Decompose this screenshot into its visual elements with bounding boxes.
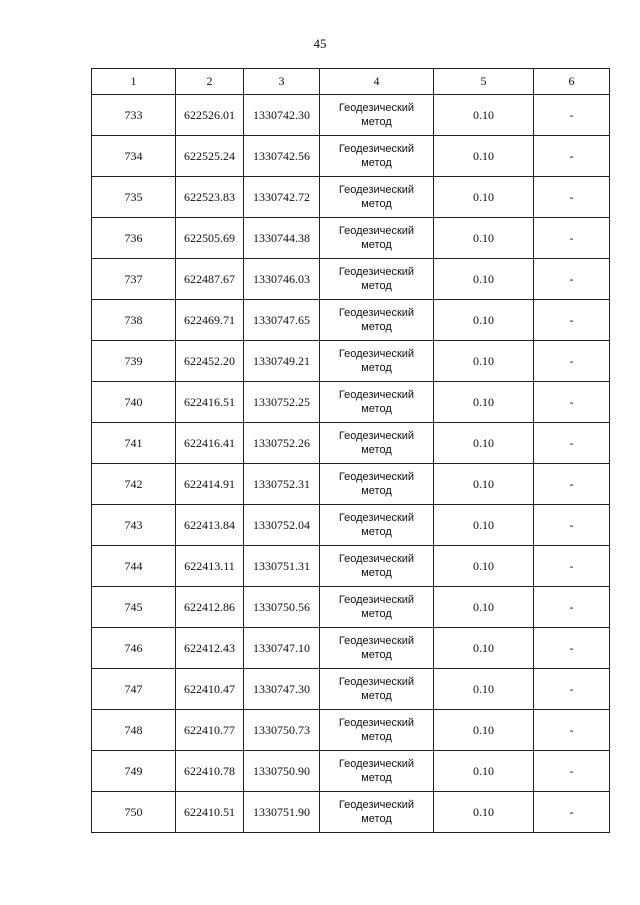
method-text-line: метод [361, 198, 392, 210]
table-row [92, 546, 610, 587]
table-row [92, 95, 610, 136]
coordinates-table [91, 68, 610, 833]
x-coordinate-cell: 622487.67 [176, 259, 244, 300]
table-row [92, 382, 610, 423]
y-coordinate-cell: 1330747.10 [244, 628, 320, 669]
x-coordinate-cell: 622416.41 [176, 423, 244, 464]
method-cell [320, 423, 434, 464]
method-text-line: Геодезический [338, 225, 415, 237]
method-text-line: метод [361, 239, 392, 251]
column-header-1: 1 [92, 69, 176, 95]
x-coordinate-cell: 622410.51 [176, 792, 244, 833]
y-coordinate-cell: 1330750.56 [244, 587, 320, 628]
method-text-line: метод [361, 526, 392, 538]
table-row [92, 136, 610, 177]
x-coordinate-cell: 622523.83 [176, 177, 244, 218]
method-text-line: метод [361, 444, 392, 456]
note-cell: - [534, 710, 610, 751]
point-number-cell: 741 [92, 423, 176, 464]
method-cell [320, 710, 434, 751]
method-text-line: Геодезический [338, 512, 415, 524]
x-coordinate-cell: 622414.91 [176, 464, 244, 505]
y-coordinate-cell: 1330750.73 [244, 710, 320, 751]
note-cell: - [534, 300, 610, 341]
method-text-line: метод [361, 731, 392, 743]
point-number-cell: 738 [92, 300, 176, 341]
accuracy-cell: 0.10 [434, 464, 534, 505]
note-cell: - [534, 546, 610, 587]
accuracy-cell: 0.10 [434, 792, 534, 833]
accuracy-cell: 0.10 [434, 95, 534, 136]
accuracy-cell: 0.10 [434, 300, 534, 341]
point-number-cell: 747 [92, 669, 176, 710]
y-coordinate-cell: 1330752.26 [244, 423, 320, 464]
y-coordinate-cell: 1330752.25 [244, 382, 320, 423]
accuracy-cell: 0.10 [434, 341, 534, 382]
method-cell [320, 587, 434, 628]
table-body [92, 95, 610, 833]
accuracy-cell: 0.10 [434, 423, 534, 464]
note-cell: - [534, 341, 610, 382]
y-coordinate-cell: 1330742.72 [244, 177, 320, 218]
x-coordinate-cell: 622452.20 [176, 341, 244, 382]
method-text-line: Геодезический [338, 635, 415, 647]
method-cell [320, 341, 434, 382]
method-text-line: метод [361, 157, 392, 169]
table-row [92, 341, 610, 382]
note-cell: - [534, 382, 610, 423]
method-cell [320, 382, 434, 423]
x-coordinate-cell: 622413.84 [176, 505, 244, 546]
table-row [92, 300, 610, 341]
note-cell: - [534, 464, 610, 505]
method-text-line: метод [361, 403, 392, 415]
method-text-line: Геодезический [338, 758, 415, 770]
note-cell: - [534, 95, 610, 136]
table-row [92, 505, 610, 546]
method-text-line: метод [361, 116, 392, 128]
x-coordinate-cell: 622526.01 [176, 95, 244, 136]
y-coordinate-cell: 1330744.38 [244, 218, 320, 259]
method-text-line: метод [361, 567, 392, 579]
column-header-6: 6 [534, 69, 610, 95]
accuracy-cell: 0.10 [434, 628, 534, 669]
method-cell [320, 136, 434, 177]
note-cell: - [534, 751, 610, 792]
method-text-line: Геодезический [338, 594, 415, 606]
x-coordinate-cell: 622410.77 [176, 710, 244, 751]
column-header-3: 3 [244, 69, 320, 95]
note-cell: - [534, 423, 610, 464]
point-number-cell: 748 [92, 710, 176, 751]
accuracy-cell: 0.10 [434, 587, 534, 628]
method-cell [320, 259, 434, 300]
point-number-cell: 737 [92, 259, 176, 300]
method-text-line: Геодезический [338, 143, 415, 155]
method-cell [320, 546, 434, 587]
table-row [92, 587, 610, 628]
method-cell [320, 218, 434, 259]
table-header-row [92, 69, 610, 95]
method-cell [320, 464, 434, 505]
method-cell [320, 669, 434, 710]
method-text-line: Геодезический [338, 266, 415, 278]
method-text-line: Геодезический [338, 307, 415, 319]
y-coordinate-cell: 1330750.90 [244, 751, 320, 792]
point-number-cell: 749 [92, 751, 176, 792]
note-cell: - [534, 628, 610, 669]
accuracy-cell: 0.10 [434, 218, 534, 259]
point-number-cell: 733 [92, 95, 176, 136]
y-coordinate-cell: 1330749.21 [244, 341, 320, 382]
table-row [92, 218, 610, 259]
x-coordinate-cell: 622525.24 [176, 136, 244, 177]
note-cell: - [534, 505, 610, 546]
note-cell: - [534, 259, 610, 300]
y-coordinate-cell: 1330747.30 [244, 669, 320, 710]
accuracy-cell: 0.10 [434, 259, 534, 300]
method-cell [320, 95, 434, 136]
method-text-line: Геодезический [338, 348, 415, 360]
page-number: 45 [313, 36, 327, 51]
method-text-line: метод [361, 280, 392, 292]
method-cell [320, 751, 434, 792]
table-row [92, 464, 610, 505]
accuracy-cell: 0.10 [434, 546, 534, 587]
accuracy-cell: 0.10 [434, 382, 534, 423]
note-cell: - [534, 669, 610, 710]
method-cell [320, 505, 434, 546]
table-row [92, 751, 610, 792]
point-number-cell: 736 [92, 218, 176, 259]
method-text-line: метод [361, 362, 392, 374]
method-text-line: Геодезический [338, 471, 415, 483]
method-text-line: метод [361, 772, 392, 784]
x-coordinate-cell: 622410.78 [176, 751, 244, 792]
table-row [92, 792, 610, 833]
point-number-cell: 742 [92, 464, 176, 505]
note-cell: - [534, 136, 610, 177]
method-text-line: метод [361, 608, 392, 620]
method-text-line: Геодезический [338, 389, 415, 401]
x-coordinate-cell: 622469.71 [176, 300, 244, 341]
y-coordinate-cell: 1330751.31 [244, 546, 320, 587]
method-text-line: метод [361, 813, 392, 825]
column-header-4: 4 [320, 69, 434, 95]
table-row [92, 628, 610, 669]
point-number-cell: 735 [92, 177, 176, 218]
x-coordinate-cell: 622410.47 [176, 669, 244, 710]
y-coordinate-cell: 1330742.30 [244, 95, 320, 136]
point-number-cell: 746 [92, 628, 176, 669]
x-coordinate-cell: 622412.86 [176, 587, 244, 628]
table-row [92, 710, 610, 751]
column-header-2: 2 [176, 69, 244, 95]
point-number-cell: 740 [92, 382, 176, 423]
method-text-line: метод [361, 690, 392, 702]
method-cell [320, 300, 434, 341]
method-text-line: Геодезический [338, 102, 415, 114]
method-text-line: Геодезический [338, 184, 415, 196]
note-cell: - [534, 792, 610, 833]
x-coordinate-cell: 622505.69 [176, 218, 244, 259]
table-row [92, 423, 610, 464]
point-number-cell: 744 [92, 546, 176, 587]
x-coordinate-cell: 622416.51 [176, 382, 244, 423]
y-coordinate-cell: 1330752.31 [244, 464, 320, 505]
point-number-cell: 745 [92, 587, 176, 628]
accuracy-cell: 0.10 [434, 136, 534, 177]
method-text-line: Геодезический [338, 553, 415, 565]
y-coordinate-cell: 1330746.03 [244, 259, 320, 300]
table-row [92, 669, 610, 710]
method-cell [320, 792, 434, 833]
method-text-line: метод [361, 321, 392, 333]
y-coordinate-cell: 1330751.90 [244, 792, 320, 833]
point-number-cell: 739 [92, 341, 176, 382]
method-text-line: Геодезический [338, 430, 415, 442]
x-coordinate-cell: 622413.11 [176, 546, 244, 587]
note-cell: - [534, 218, 610, 259]
y-coordinate-cell: 1330742.56 [244, 136, 320, 177]
method-cell [320, 177, 434, 218]
method-text-line: метод [361, 485, 392, 497]
method-text-line: Геодезический [338, 717, 415, 729]
point-number-cell: 743 [92, 505, 176, 546]
table-row [92, 259, 610, 300]
accuracy-cell: 0.10 [434, 669, 534, 710]
point-number-cell: 734 [92, 136, 176, 177]
method-text-line: метод [361, 649, 392, 661]
y-coordinate-cell: 1330747.65 [244, 300, 320, 341]
method-text-line: Геодезический [338, 676, 415, 688]
table-row [92, 177, 610, 218]
accuracy-cell: 0.10 [434, 177, 534, 218]
column-header-5: 5 [434, 69, 534, 95]
method-cell [320, 628, 434, 669]
method-text-line: Геодезический [338, 799, 415, 811]
accuracy-cell: 0.10 [434, 505, 534, 546]
note-cell: - [534, 587, 610, 628]
y-coordinate-cell: 1330752.04 [244, 505, 320, 546]
point-number-cell: 750 [92, 792, 176, 833]
accuracy-cell: 0.10 [434, 710, 534, 751]
x-coordinate-cell: 622412.43 [176, 628, 244, 669]
note-cell: - [534, 177, 610, 218]
accuracy-cell: 0.10 [434, 751, 534, 792]
